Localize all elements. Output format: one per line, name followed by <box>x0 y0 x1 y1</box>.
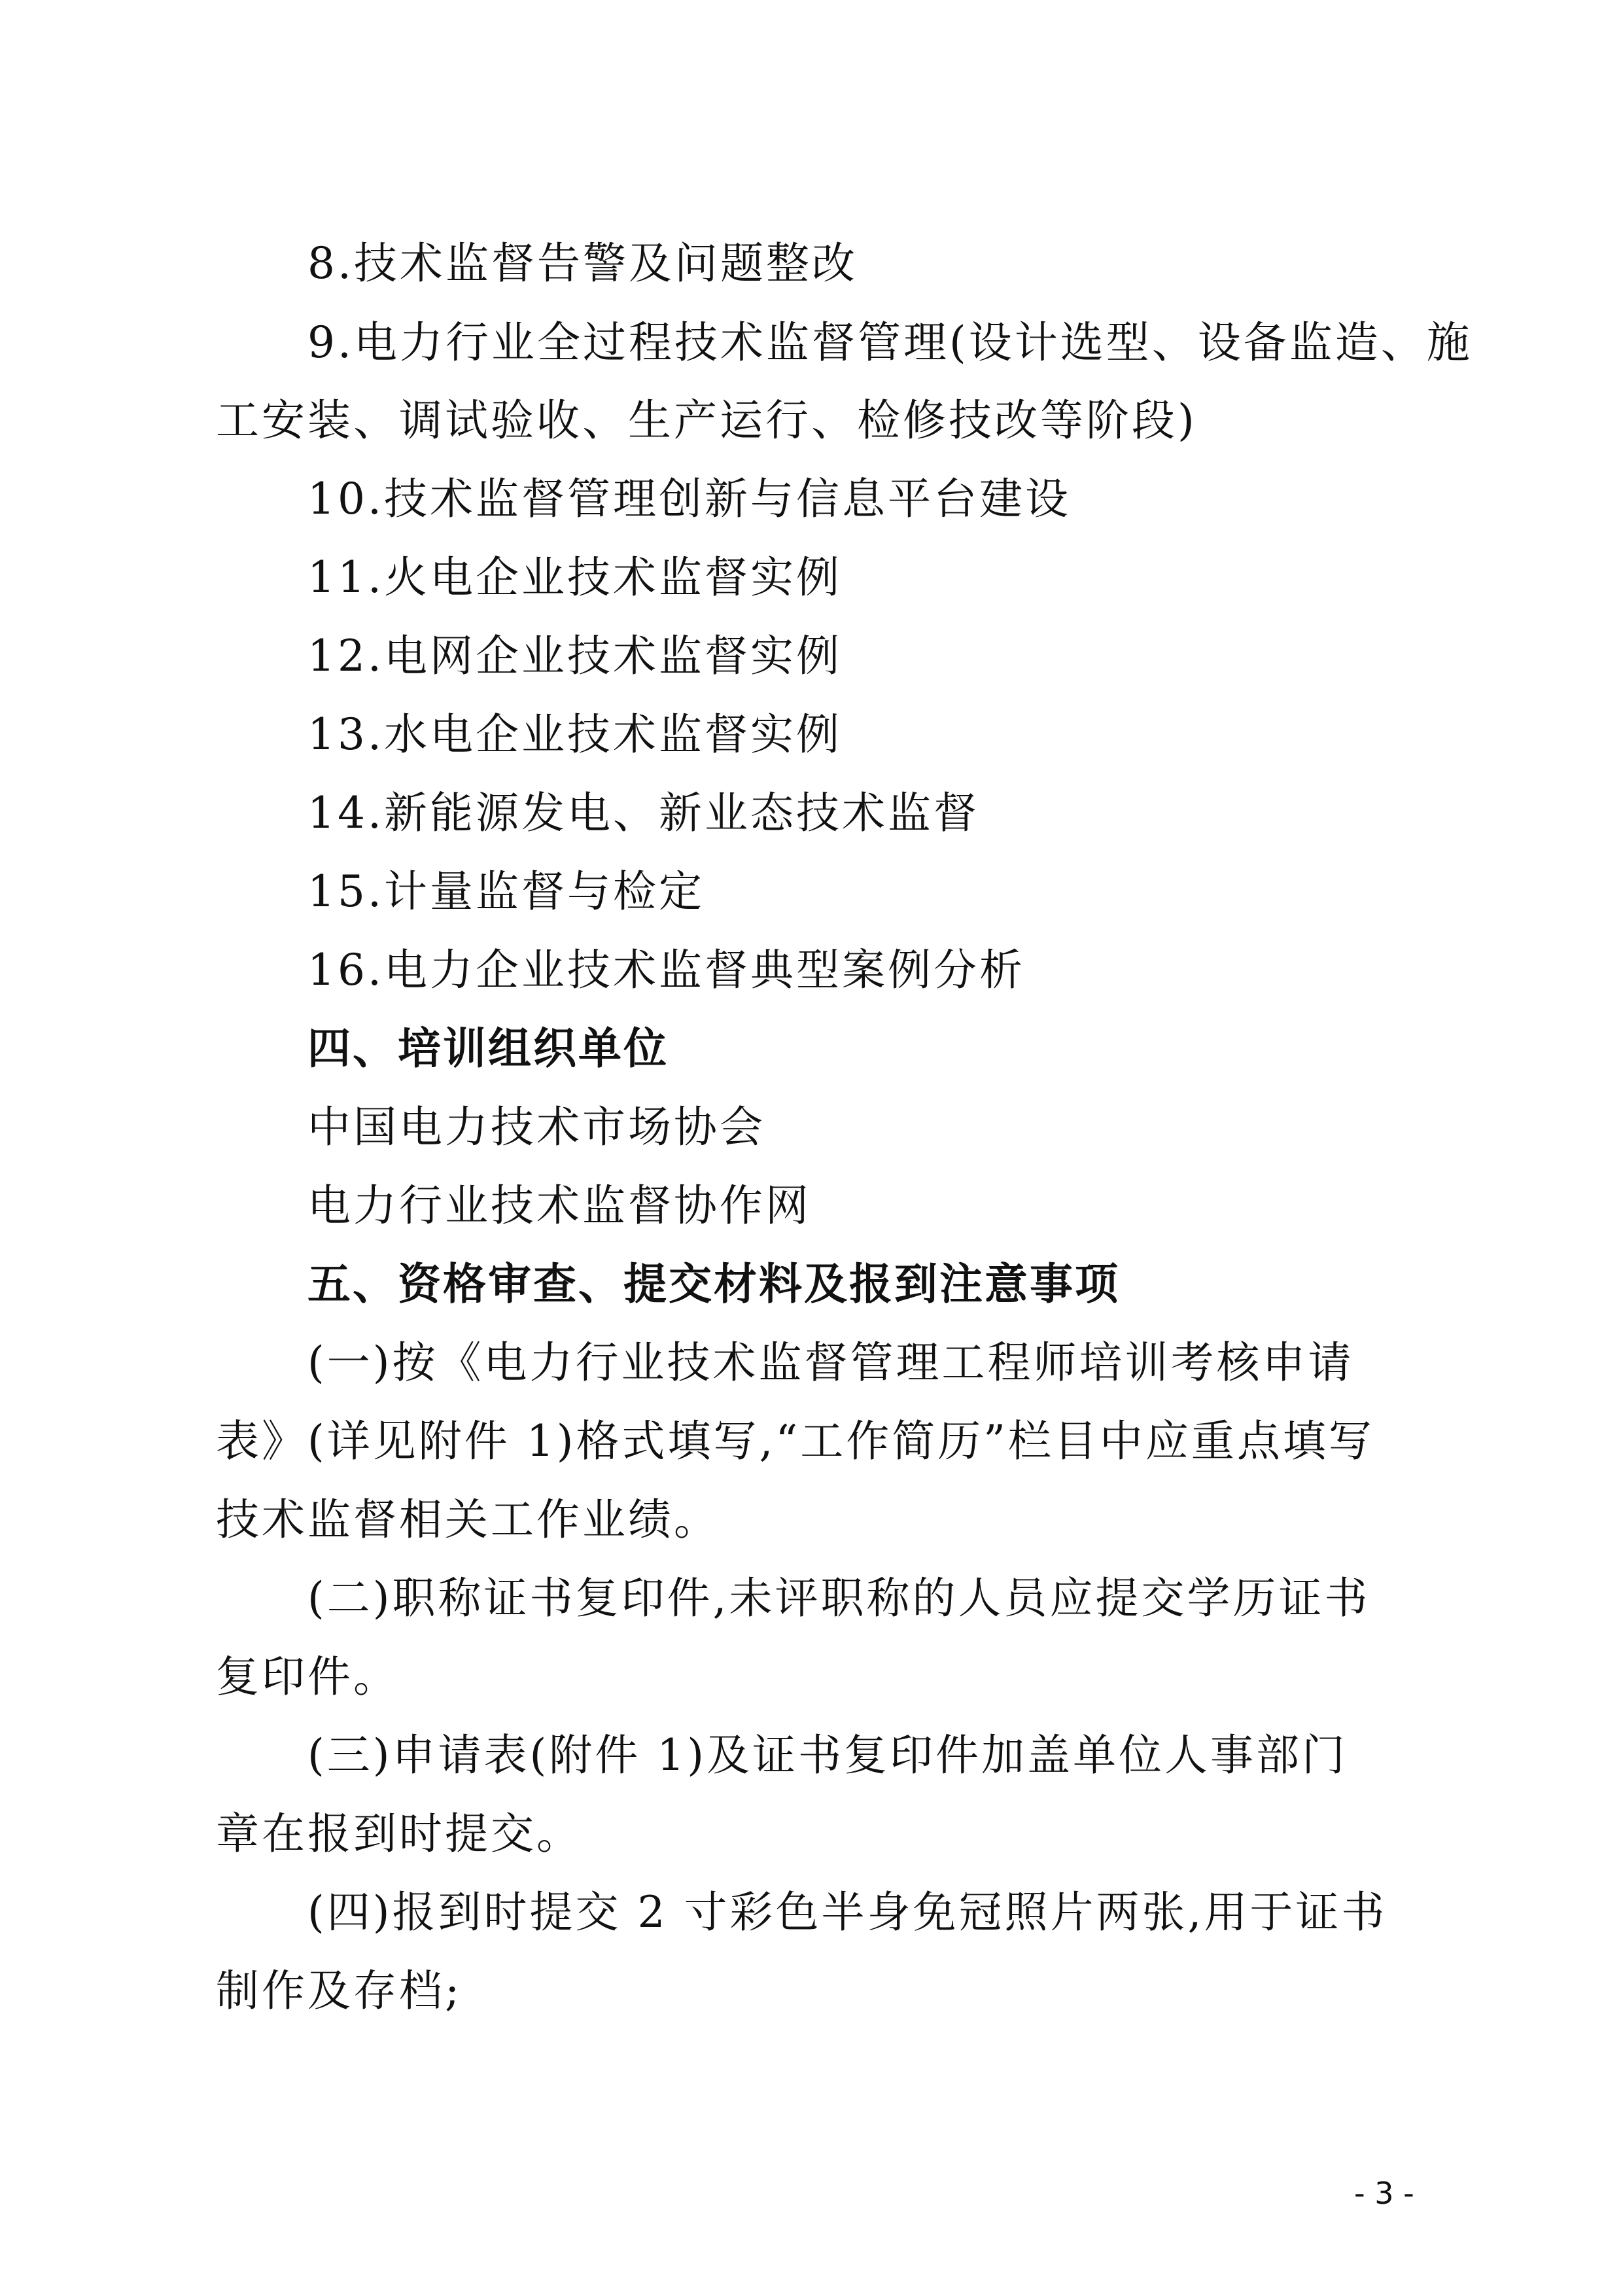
paragraph-line: (四)报到时提交 2 寸彩色半身免冠照片两张,用于证书 <box>307 1887 1387 1937</box>
paragraph-line: 章在报到时提交。 <box>216 1809 582 1859</box>
list-item-continuation: 工安装、调试验收、生产运行、检修技改等阶段) <box>216 395 1197 446</box>
paragraph-line: (三)申请表(附件 1)及证书复印件加盖单位人事部门 <box>307 1730 1348 1780</box>
list-item: 10.技术监督管理创新与信息平台建设 <box>307 474 1071 524</box>
paragraph-line: 复印件。 <box>216 1651 399 1702</box>
list-item: 11.火电企业技术监督实例 <box>307 552 842 603</box>
section-heading-requirements: 五、资格审查、提交材料及报到注意事项 <box>307 1259 1120 1309</box>
paragraph-line: (一)按《电力行业技术监督管理工程师培训考核申请 <box>307 1337 1354 1388</box>
paragraph-line: 表》(详见附件 1)格式填写,“工作简历”栏目中应重点填写 <box>216 1416 1374 1466</box>
paragraph-line: 制作及存档; <box>216 1966 462 2016</box>
list-item: 16.电力企业技术监督典型案例分析 <box>307 945 1025 995</box>
paragraph-line: (二)职称证书复印件,未评职称的人员应提交学历证书 <box>307 1573 1370 1623</box>
list-item: 12.电网企业技术监督实例 <box>307 631 842 681</box>
list-item: 14.新能源发电、新业态技术监督 <box>307 788 979 838</box>
list-item: 9.电力行业全过程技术监督管理(设计选型、设备监造、施 <box>307 317 1473 368</box>
list-item: 8.技术监督告警及问题整改 <box>307 238 858 289</box>
section-heading-organizers: 四、培训组织单位 <box>307 1023 669 1074</box>
paragraph-line: 技术监督相关工作业绩。 <box>216 1494 720 1545</box>
list-item: 15.计量监督与检定 <box>307 866 705 917</box>
page-number: - 3 - <box>1354 2176 1414 2211</box>
organizer-name: 电力行业技术监督协作网 <box>307 1180 811 1231</box>
list-item: 13.水电企业技术监督实例 <box>307 709 842 760</box>
organizer-name: 中国电力技术市场协会 <box>307 1102 765 1152</box>
